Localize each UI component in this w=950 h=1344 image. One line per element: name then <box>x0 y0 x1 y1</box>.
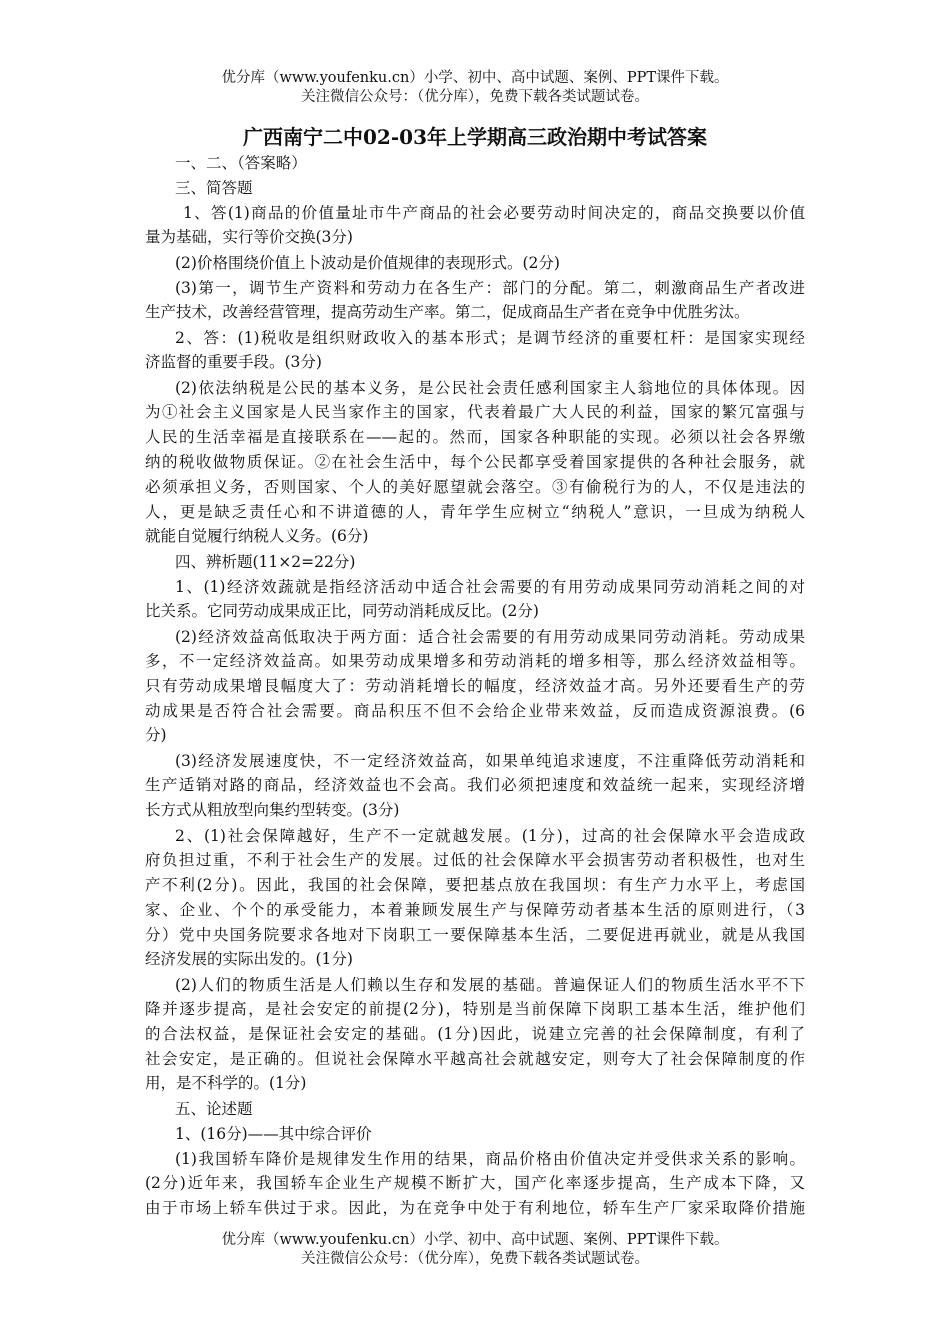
text-line: 社会安定，是正确的。但说社会保障水平越高社会就越安定，则夸大了社会保障制度的作 <box>145 1050 805 1068</box>
text-line: (2)人们的物质生活是人们赖以生存和发展的基础。普遍保证人们的物质生活水平不下 <box>175 976 805 994</box>
section-heading: 四、辨析题(11×2=22分) <box>175 553 356 571</box>
text-line: 动成果是否符合社会需要。商品积压不但不会给企业带来效益，反而造成资源浪费。(6 <box>145 702 805 720</box>
text-line: 由于市场上轿车供过于求。因此，为在竞争中处于有利地位，轿车生产厂家采取降价措施 <box>145 1199 805 1217</box>
text-line: 经济发展的实际出发的。(1分) <box>145 950 353 968</box>
header-line-1: 优分库（www.youfenku.cn）小学、初中、高中试题、案例、PPT课件下载。 <box>221 70 729 86</box>
text-line: 府负担过重，不利于社会生产的发展。过低的社会保障水平会损害劳动者积极性，也对生 <box>145 851 805 869</box>
text-line: 1、答(1)商品的价值量址市牛产商品的社会必要劳动时间决定的，商品交换要以价值 <box>183 204 805 222</box>
text-line: 量为基础，实行等价交换(3分) <box>145 228 353 246</box>
text-line: 分）党中央国务院要求各地对下岗职工一要保障基本生活，二要促进再就业，就是从我国 <box>145 926 805 944</box>
page-title: 广西南宁二中02-03年上学期高三政治期中考试答案 <box>243 125 707 149</box>
text-line: (2)经济效益高低取决于两方面：适合社会需要的有用劳动成果同劳动消耗。劳动成果 <box>175 628 805 646</box>
text-line: 家、企业、个个的承受能力，本着兼顾发展生产与保障劳动者基本生活的原则进行，（3 <box>145 901 805 919</box>
text-line: 济监督的重要手段。(3分) <box>145 353 322 371</box>
text-line: 分) <box>145 726 167 744</box>
text-line: 人民的生活幸福是直接联系在——起的。然而，国家各种职能的实现。必须以社会各界缴 <box>145 428 805 446</box>
text-line: 就能自觉履行纳税人义务。(6分) <box>145 527 369 545</box>
text-line: 生产适销对路的商品，经济效益也不会高。我们必须把速度和效益统一起来，实现经济增 <box>145 776 805 794</box>
text-line: 长方式从粗放型向集约型转变。(3分) <box>145 801 400 819</box>
text-line: (2)价格围绕价值上卜波动是价值规律的表现形式。(2分) <box>175 254 560 272</box>
text-line: 1、(1)经济效蔬就是指经济活动中适合社会需要的有用劳动成果同劳动消耗之间的对 <box>175 578 805 596</box>
footer-line-1: 优分库（www.youfenku.cn）小学、初中、高中试题、案例、PPT课件下载。 <box>221 1232 729 1248</box>
text-line: (2分)近年来，我国轿车企业生产规模不断扩大，国产化率逐步提高，生产成本下降，又 <box>145 1174 805 1192</box>
text-line: 比关系。它同劳动成果成正比，同劳动消耗成反比。(2分) <box>145 602 539 620</box>
text-line: 生产技术，改善经营管理，提高劳动生产率。第二，促成商品生产者在竞争中优胜劣汰。 <box>145 303 750 321</box>
text-line: 只有劳动成果增艮幅度大了：劳动消耗增长的幅度，经济效益才高。另外还要看生产的劳 <box>145 677 805 695</box>
text-line: (3)第一，调节生产资料和劳动力在各生产：部门的分配。第二，刺激商品生产者改进 <box>175 279 805 297</box>
text-line: 产不利(2分)。因此，我国的社会保障，要把基点放在我国坝：有生产力水平上，考虑国 <box>145 876 805 894</box>
text-line: 一、二、（答案略） <box>175 154 307 172</box>
text-line: 2、(1)社会保障越好，生产不一定就越发展。(1分)，过高的社会保障水平会造成政 <box>175 827 805 845</box>
text-line: (2)依法纳税是公民的基本义务，是公民社会责任感利国家主人翁地位的具体体现。因 <box>175 379 805 397</box>
text-line: 纳的税收做物质保证。②在社会生活中，每个公民都享受着国家提供的各种社会服务，就 <box>145 453 805 471</box>
text-line: 的合法权益，是保证社会安定的基础。(1分)因此，说建立完善的社会保障制度，有利了 <box>145 1025 805 1043</box>
text-line: 2、答：(1)税收是组织财政收入的基本形式；是调节经济的重要杠杆：是国家实现经 <box>175 329 805 347</box>
text-line: 多，不一定经济效益高。如果劳动成果增多和劳动消耗的增多相等，那么经济效益相等。 <box>145 652 805 670</box>
text-line: 1、(16分)——其中综合评价 <box>175 1125 372 1143</box>
section-heading: 三、简答题 <box>175 179 253 197</box>
text-line: 人，更是缺乏责任心和不讲道德的人，青年学生应树立“纳税人”意识，一旦成为纳税人 <box>145 503 805 521</box>
text-line: 必须承担义务，否则国家、个人的美好愿望就会落空。③有偷税行为的人，不仅是违法的 <box>145 478 805 496</box>
header-line-2: 关注微信公众号：（优分库），免费下载各类试题试卷。 <box>301 89 649 105</box>
footer-line-2: 关注微信公众号：（优分库），免费下载各类试题试卷。 <box>301 1251 649 1267</box>
text-line: 降并逐步提高，是社会安定的前提(2分)，特别是当前保障下岗职工基本生活，维护他们 <box>145 1000 805 1018</box>
text-line: 用，是不科学的。(1分) <box>145 1074 307 1092</box>
text-line: (1)我国轿车降价是规律发生作用的结果，商品价格由价值决定并受供求关系的影响。 <box>175 1150 805 1168</box>
text-line: 为①社会主义国家是人民当家作主的国家，代表着最广大人民的利益，国家的繁冗富强与 <box>145 403 805 421</box>
section-heading: 五、论述题 <box>175 1100 253 1118</box>
text-line: (3)经济发展速度快，不一定经济效益高，如果单纯追求速度，不注重降低劳动消耗和 <box>175 752 805 770</box>
